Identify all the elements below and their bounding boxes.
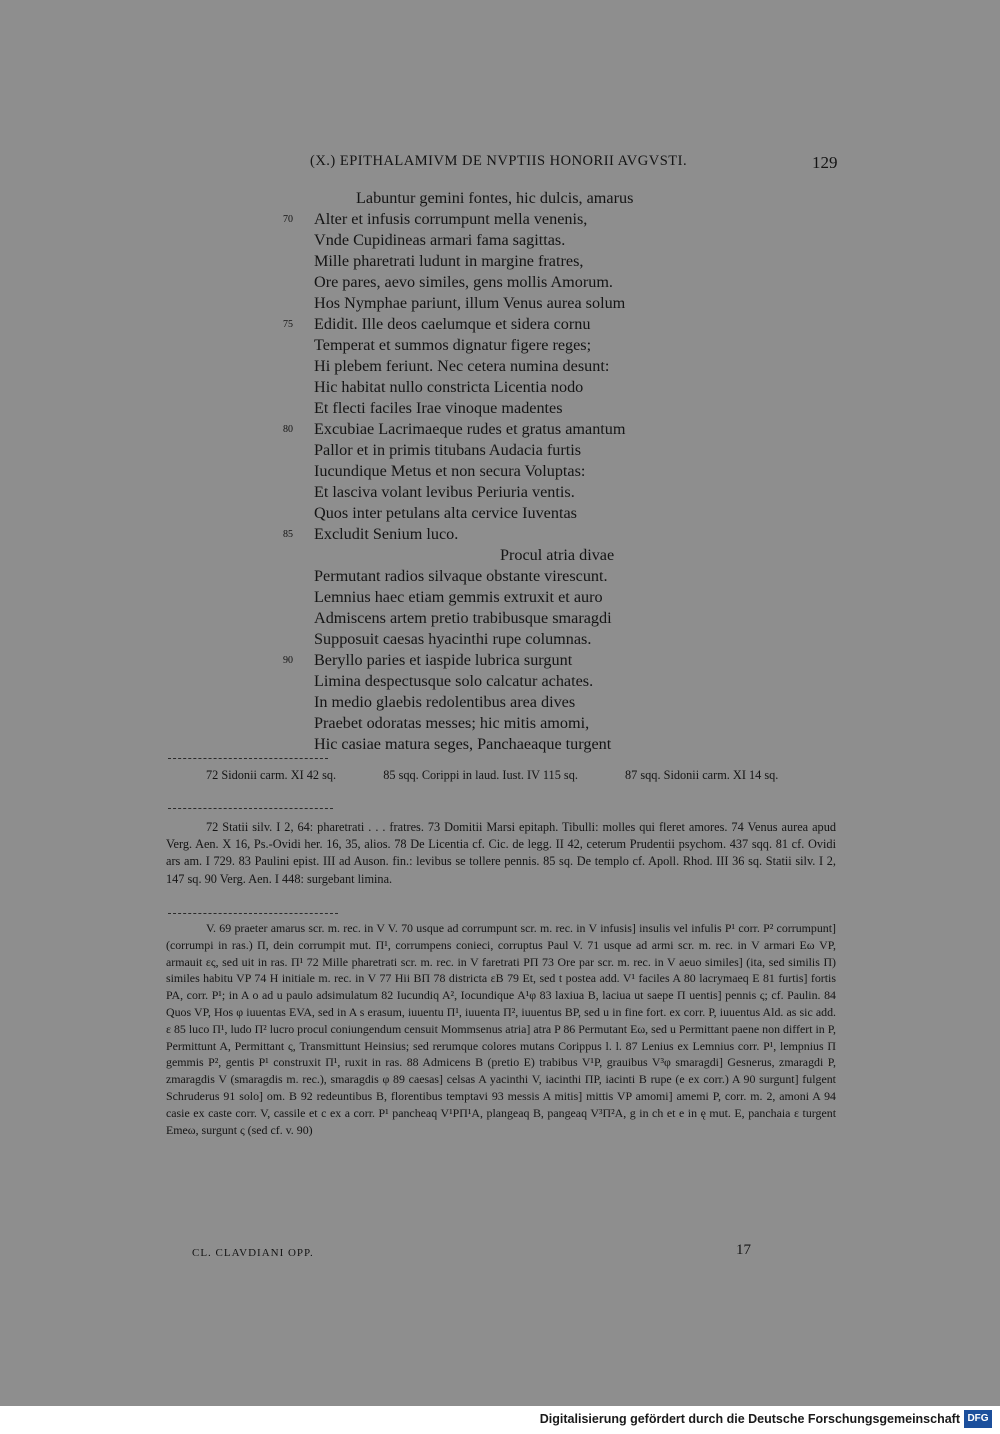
verse-line: Iucundique Metus et non secura Voluptas: <box>314 462 586 480</box>
footer-left: CL. CLAVDIANI OPP. <box>192 1247 314 1259</box>
verse-line: Quos inter petulans alta cervice Iuventas <box>314 504 577 522</box>
rule-middle <box>168 808 333 809</box>
verse-line: In medio glaebis redolentibus area dives <box>314 693 576 711</box>
verse-line: Ore pares, aevo similes, gens mollis Amorum. <box>314 273 613 291</box>
verse-line: Hic habitat nullo constricta Licentia nodo <box>314 378 584 396</box>
imitation-note: 85 sqq. Corippi in laud. Iust. IV 115 sq. <box>383 768 578 782</box>
verse-line: Hi plebem feriunt. Nec cetera numina desunt: <box>314 357 610 375</box>
page-number: 129 <box>812 153 838 172</box>
verse-line: Supposuit caesas hyacinthi rupe columnas. <box>314 630 592 648</box>
imitation-note: 72 Sidonii carm. XI 42 sq. <box>206 768 337 782</box>
verse-line: Et lasciva volant levibus Periuria ventis. <box>314 483 575 501</box>
verse-line: Labuntur gemini fontes, hic dulcis, amarus <box>356 189 634 207</box>
line-number: 85 <box>283 529 293 540</box>
rule-top <box>168 758 328 759</box>
verse-line: Admiscens artem pretio trabibusque smaragdi <box>314 609 612 627</box>
verse-line: Vnde Cupidineas armari fama sagittas. <box>314 231 566 249</box>
verse-line: Lemnius haec etiam gemmis extruxit et auro <box>314 588 603 606</box>
verse-line: Permutant radios silvaque obstante virescunt. <box>314 567 608 585</box>
verse-line: Pallor et in primis titubans Audacia furtis <box>314 441 582 459</box>
verse-line: Et flecti faciles Irae vinoque madentes <box>314 399 563 417</box>
dfg-logo: DFG <box>964 1410 992 1428</box>
verse-line: Alter et infusis corrumpunt mella venenis, <box>314 210 588 228</box>
verse-line: Temperat et summos dignatur figere reges; <box>314 336 592 354</box>
verse-line: Praebet odoratas messes; hic mitis amomi, <box>314 714 590 732</box>
verse-line: Limina despectusque solo calcatur achates. <box>314 672 594 690</box>
verse-line: Hic casiae matura seges, Panchaeaque turgent <box>314 735 612 753</box>
verse-line: Beryllo paries et iaspide lubrica surgunt <box>314 651 573 669</box>
verse-line: Mille pharetrati ludunt in margine fratres, <box>314 252 584 270</box>
notes-sources: 72 Statii silv. I 2, 64: pharetrati . . . fratres. 73 Domitii Marsi epitaph. Tibulli: molles qui fleret amores. 74 Venus aurea apud Verg. Aen. X 16, Ps.-Ovidi her. 16, 35, alios. 78 De Licentia cf. Cic. de legg. II 42, ceterum Prudentii psychom. 437 sqq. 81 cf. Ovidi ars am. I 729. 83 Paulini epist. III ad Auson. fin.: levibus se tollere pennis. 85 sq. De templo cf. Apoll. Rhod. III 36 sq. Statii silv. I 2, 147 sq. 90 Verg. Aen. I 448: surgebant limina. <box>166 820 836 886</box>
critical-apparatus: V. 69 praeter amarus scr. m. rec. in V V. 70 usque ad corrumpunt scr. m. rec. in V infusis] insulis vel infulis P¹ corr. P² corrumpunt] (corrumpi in ras.) Π, dein corrumpit mut. Π¹, corrumpens conieci, corruptus Paul V. 71 usque ad armi scr. m. rec. in V armari Eω VP, armauit ες, sed uit in ras. Π¹ 72 Mille pharetrati scr. m. rec. in V faretrati PΠ 73 Ore par scr. m. rec. in V aeuo similes] (ita, sed similis Π) similes habitu VP 74 H initiale m. rec. in V 77 Hii BΠ 78 districta εB 79 Et, sed t postea add. V¹ faciles A 80 lacrymaeq E 81 furtis] fortis PA, corr. P¹; in A o ad u paulo adsimulatum 82 Iucundiq A², Iocundique A¹φ 83 laxiua B, laciua ut saepe Π uentis] pennis ς; cf. Paulin. 84 Quos VP, Hos φ iuuentas EVA, sed in A s erasum, iuuentu Π¹, iuuenta Π², iuuentus BP, sed u in fine fort. ex corr. P, iuuentus Ald. as sic add. ε 85 luco Π¹, ludo Π² lucro procul coniungendum censuit Mommsenus atria] atra P 86 Permutant Eω, sed u Permittant paene non differt in P, Permittunt A, Permittant ς, Transmittunt Heinsius; sed rerumque colores mutans Corippus l. l. 87 Lenius ex Lemnius corr. P¹, lempnius Π gemmis P², gentis P¹ construxit Π¹, ruxit in ras. 88 Admicens B (pretio E) trabibus V¹P, grauibus V³φ smaragdi] Gesnerus, zmaragdi P, zmaragdis V (smaragdis m. rec.), smaragdis φ 89 caesas] celsas A yacinthi V, iacinthi ΠP, iacinti B rupe (e ex corr.) A 90 surgunt] fulgent Schruderus 91 solo] om. B 92 redeuntibus B, florentibus temptavi 93 messis A mitis] mittis VP amomi] amemi P, corr. m. 2, amoni A 94 casie ex caste corr. V, cassile et c ex a corr. P¹ pancheaq V¹PΠ¹A, plangeaq B, pangeaq V³Π²A, g in ch et e in ę mut. E, panchaia ε turgent Emeω, surgunt ς (sed cf. v. 90) <box>166 921 836 1137</box>
verse-line: Procul atria divae <box>500 546 615 564</box>
funding-banner <box>0 1406 1000 1434</box>
running-title: (X.) EPITHALAMIVM DE NVPTIIS HONORII AVGVSTI. <box>310 153 688 169</box>
line-number: 80 <box>283 424 293 435</box>
signature-mark: 17 <box>736 1242 751 1258</box>
verse-line: Hos Nymphae pariunt, illum Venus aurea solum <box>314 294 626 312</box>
notes-imitations <box>166 767 836 784</box>
line-number: 75 <box>283 319 293 330</box>
verse-line: Excubiae Lacrimaeque rudes et gratus amantum <box>314 420 626 438</box>
rule-apparatus <box>168 913 338 914</box>
verse-line: Edidit. Ille deos caelumque et sidera cornu <box>314 315 591 333</box>
funding-text: Digitalisierung gefördert durch die Deutsche Forschungsgemeinschaft <box>539 1412 960 1426</box>
line-number: 70 <box>283 214 293 225</box>
line-number: 90 <box>283 655 293 666</box>
verse-line: Excludit Senium luco. <box>314 525 459 543</box>
imitation-note: 87 sqq. Sidonii carm. XI 14 sq. <box>625 768 779 782</box>
